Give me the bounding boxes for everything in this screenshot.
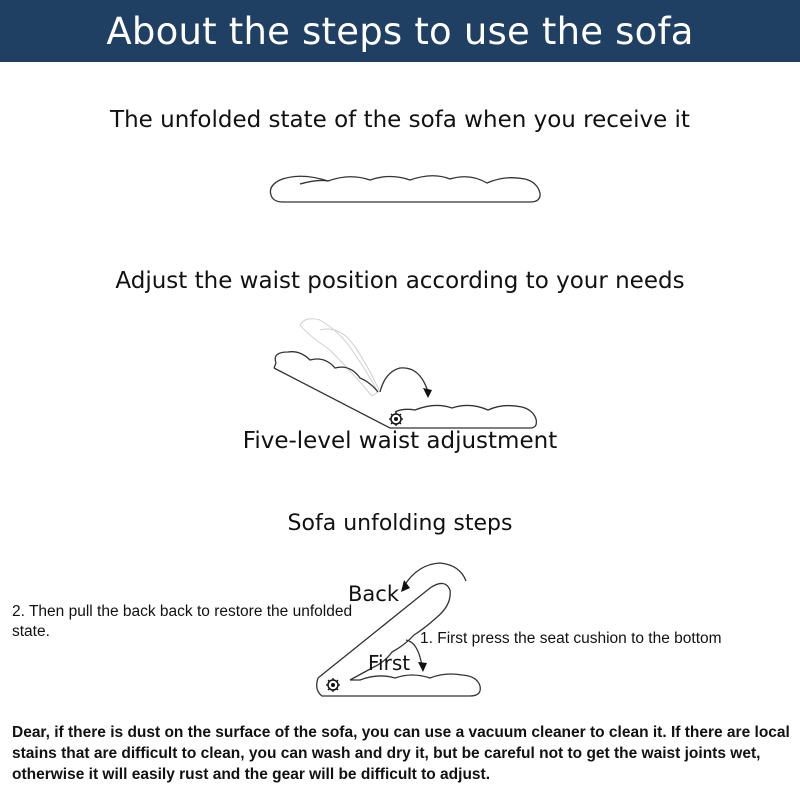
- flat-sofa-outline: [270, 176, 540, 202]
- section-title-unfolding: Sofa unfolding steps: [287, 511, 513, 536]
- label-back: Back: [348, 582, 399, 606]
- care-instructions: Dear, if there is dust on the surface of the sofa, you can use a vacuum cleaner to clean it. If there are local stains that are difficult to clean, you can wash and dry it, but be careful not to get the waist joints wet, otherwise it will easily rust and the gear will be difficult to adjust.: [12, 724, 790, 783]
- section-title-waist: Adjust the waist position according to your needs: [115, 268, 685, 294]
- page-title: About the steps to use the sofa: [106, 9, 694, 53]
- gear-icon: [389, 412, 403, 426]
- waist-caption: Five-level waist adjustment: [242, 428, 558, 454]
- step-1-note: 1. First press the seat cushion to the bottom: [420, 630, 722, 647]
- step-2-note: 2. Then pull the back back to restore the unfolded state.: [12, 603, 353, 640]
- back-arrow-icon: [404, 563, 466, 586]
- curved-arrow-icon: [380, 368, 428, 392]
- label-first: First: [368, 651, 411, 675]
- header-banner: [0, 0, 800, 62]
- section-title-received: The unfolded state of the sofa when you receive it: [110, 107, 690, 133]
- backrest-outline: [275, 352, 378, 392]
- gear-icon: [326, 678, 340, 692]
